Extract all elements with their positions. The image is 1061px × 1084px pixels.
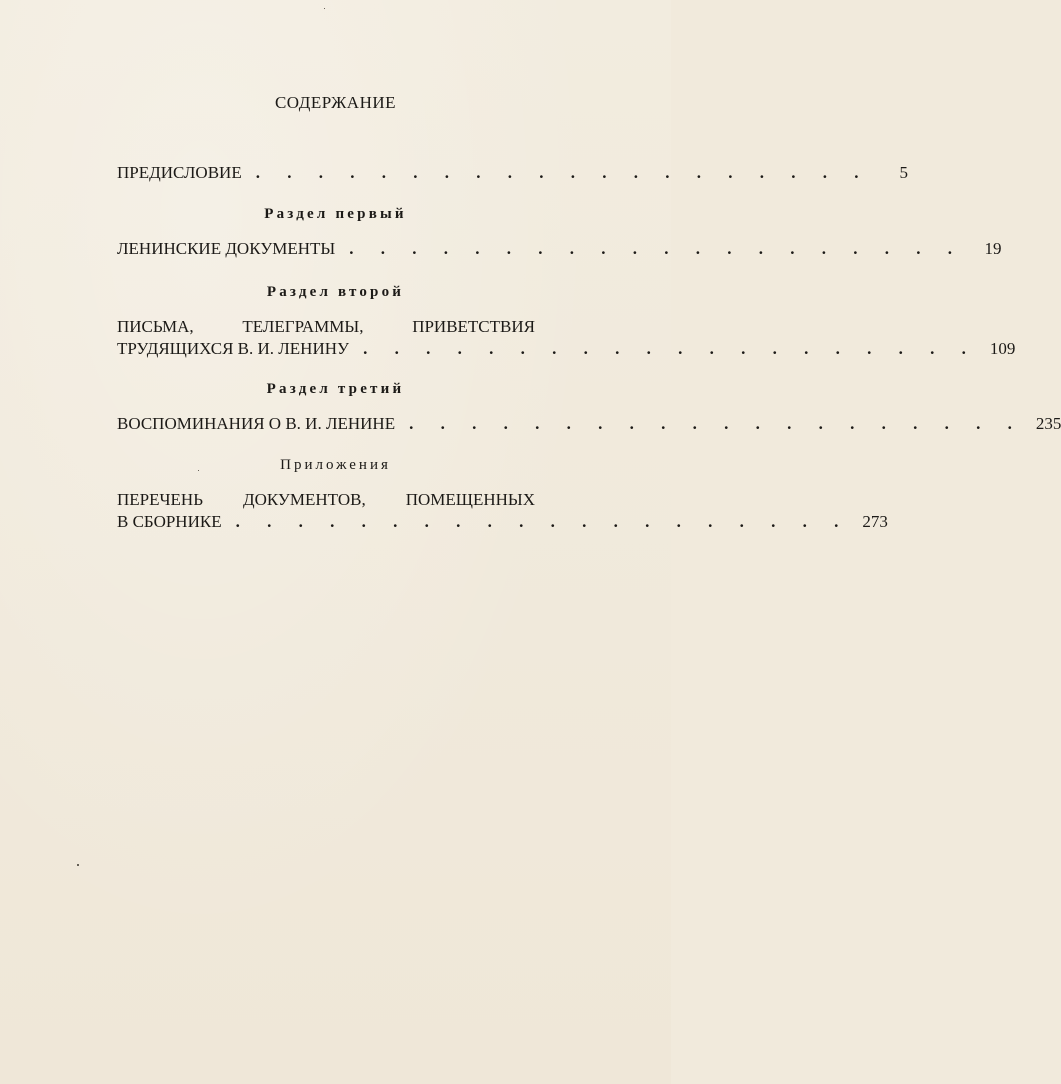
- toc-page-number: 5: [899, 163, 908, 182]
- toc-entry-leninist-documents: [117, 238, 1002, 260]
- toc-entry-word: ПИСЬМА,: [117, 317, 194, 336]
- toc-entry-line-1: [117, 489, 535, 511]
- toc-entry-document-list: [117, 489, 888, 533]
- toc-entry-line-1: [117, 316, 535, 338]
- toc-entry-label: ТРУДЯЩИХСЯ В. И. ЛЕНИНУ: [117, 339, 350, 358]
- page-title: СОДЕРЖАНИЕ: [274, 93, 397, 112]
- dot-leader: . . . . . . . . . . . . . . . . . . . .: [349, 239, 964, 258]
- section-heading-3: Раздел третий: [266, 381, 405, 397]
- section-heading-appendix: Приложения: [280, 457, 391, 473]
- toc-entry-letters: [117, 316, 1016, 360]
- section-heading-1: Раздел первый: [264, 206, 407, 222]
- toc-entry-word: ПОМЕЩЕННЫХ: [405, 490, 535, 509]
- toc-entry-word: ТЕЛЕГРАММЫ,: [242, 317, 364, 336]
- paper-speck: [324, 8, 325, 9]
- toc-page-number: 235: [1035, 414, 1061, 433]
- toc-entry-label: ПРЕДИСЛОВИЕ: [117, 163, 242, 182]
- toc-entry-word: ДОКУМЕНТОВ,: [243, 490, 366, 509]
- section-heading-2: Раздел второй: [266, 284, 405, 300]
- toc-entry-memoirs: [117, 413, 1061, 435]
- toc-page-number: 273: [862, 512, 888, 531]
- dot-leader: . . . . . . . . . . . . . . . . . . . .: [255, 163, 870, 182]
- toc-page-number: 19: [984, 239, 1002, 258]
- dot-leader: . . . . . . . . . . . . . . . . . . . .: [363, 339, 978, 358]
- toc-entry-label: ВОСПОМИНАНИЯ О В. И. ЛЕНИНЕ: [117, 414, 396, 433]
- paper-speck: [198, 470, 199, 471]
- dot-leader: . . . . . . . . . . . . . . . . . . . .: [409, 414, 1024, 433]
- paper-speck: [77, 864, 79, 866]
- toc-entry-label: В СБОРНИКЕ: [117, 512, 222, 531]
- toc-entry-label: ЛЕНИНСКИЕ ДОКУМЕНТЫ: [117, 239, 336, 258]
- toc-page-number: 109: [989, 339, 1016, 358]
- toc-entry-word: ПЕРЕЧЕНЬ: [117, 490, 203, 509]
- toc-entry-preface: [117, 162, 908, 184]
- dot-leader: . . . . . . . . . . . . . . . . . . . .: [235, 512, 850, 531]
- toc-entry-word: ПРИВЕТСТВИЯ: [412, 317, 535, 336]
